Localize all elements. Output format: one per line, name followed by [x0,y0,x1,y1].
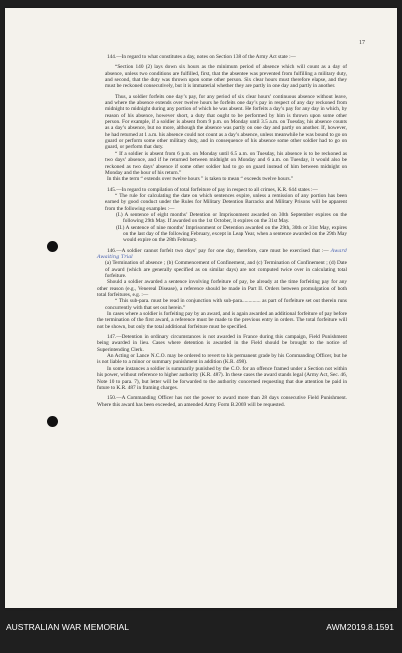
quote-paragraph: “ If a soldier is absent from 6 p.m. on Monday until 6.5 a.m. on Tuesday, his absence is to be reckoned as two days’ absence, and if he returned between midnight on Monday and 6 a.m. on Tuesday, it would also be reckoned as two days’ absence if some other soldier had to go on guard instead of him between midnight on Monday and the hour of his return.” [105,150,347,176]
quote-paragraph: “ This sub-para. must be read in conjunction with sub-para.............. as part of forfeiture set out therein runs concurrently with that set out herein.” [105,298,347,311]
example-item: (II.) A sentence of nine months’ Imprisonment or Detention awarded on the 29th, 30th or 31st May, expires on the last day of the following February, except in Leap Year, when a sentence awarded on the 29th May would expire on the 28th February. [116,224,347,244]
paragraph: Should a soldier awarded a sentence involving forfeiture of pay, be already at the time forfeiting pay for any other reason (e.g., Venereal Disease), a reference should be made in Part II. Orders between promulgation of both total forfeitures, e.g. :— [97,279,347,299]
footer-institution: AUSTRALIAN WAR MEMORIAL [6,622,129,632]
quote-paragraph: “Section 140 (2) lays down six hours as the minimum period of absence which will count as a day of absence, unless two conditions are fulfilled, first, that the absentee was prevented from fulfilling a military duty, and second, that the duty was thrown upon some other person. Six clear hours must therefore elapse, and they must be reckoned consecutively, but it is immaterial whether they are partly in one day and partly in another. [105,64,347,90]
punch-hole [47,241,58,252]
paragraph: (a) Termination of absence ; (b) Commencement of Confinement, and (c) Termination of Confinement ; (d) Date of award (which are generally specified as on similar days) are not computed twice over in calculating total forfeiture. [105,260,347,279]
footer-bar [0,620,402,634]
paragraph-147: 147.—Detention in ordinary circumstances is not awarded in France during this campaign, Field Punishment being awarded in lieu. Cases where detention is awarded in the Field should be brought to the notice of Superintending Clerk. [97,334,347,353]
footer-accession-number: AWM2019.8.1591 [326,622,394,632]
paragraph: In cases where a soldier is forfeiting pay by an award, and is again awarded an additional forfeiture of pay before the termination of the first award, a reference must be made to the previous entry in orders. The total forfeiture will not be shown, but only the total additional forfeiture must be specified. [97,311,347,330]
paragraph: In some instances a soldier is summarily punished by the C.O. for an offence framed under a Section not within his power, without reference to higher authority (K.R. 487). In these cases the award stands legal (Army Act, Sec. 46, Note 10 to para. 7), but letter will be forwarded to the authority concerned requesting that due attention be paid in future to K.R. 487 in framing charges. [97,365,347,391]
handwritten-annotation: Award Awaiting Trial [97,247,347,260]
paragraph-144: 144.—In regard to what constitutes a day, notes on Section 138 of the Army Act state :— [107,54,296,60]
paragraph-146 [97,248,347,261]
paragraph-150: 150.—A Commanding Officer has not the power to award more than 28 days consecutive Field Punishment. Where this award has been exceeded, an amended Army Form B.2069 will be requested. [97,395,347,408]
quote-paragraph: “ The rule for calculating the date on which sentences expire, unless a remission of any portion has been earned by good conduct under the Rules for Military Detention Barracks and Military Prisons will be apparent from the following examples :— [105,192,347,212]
body-text [97,54,347,408]
paragraph: An Acting or Lance N.C.O. may be ordered to revert to his permanent grade by his Commanding Officer, but he is not liable to a minor or summary punishment in addition (K.R. 498). [97,353,347,366]
page-number: 17 [359,40,365,46]
punch-hole [47,416,58,427]
paragraph-146-intro: 146.—A soldier cannot forfeit two days’ pay for one day, therefore, care must be exercised that :— [107,247,329,254]
quote-paragraph: Thus, a soldier forfeits one day’s pay, for any period of six clear hours’ continuous absence without leave, and where the absence extends over twelve hours he forfeits one day’s pay in respect of any day reckoned from midnight to midnight during any portion of which he was absent. He forfeits a day’s pay for any day in which, by reason of his absence, however short, a duty that ought to be performed by him is thrown upon some other person. For example, if a soldier is absent from 9 p.m. on Monday until 3.5 a.m. on Tuesday, his absence counts as a day’s absence, but no more, although the absence was partly on one day and partly on another. If, however, he had returned at 1 a.m. his absence could not count as a day’s absence, unless meanwhile he was bound to go on guard or perform some other military duty, and in consequence of his absence some other soldier had to go on guard, or perform that duty. [105,93,347,151]
paragraph: In this the term “ extends over twelve hours ” is taken to mean “ exceeds twelve hours.” [107,176,294,183]
example-item: (I.) A sentence of eight months’ Detention or Imprisonment awarded on 30th September expires on the following 29th May. If awarded on the 1st October, it expires on the 31st May. [116,211,347,225]
document-page [5,8,397,608]
paragraph-145: 145.—In regard to compilation of total forfeiture of pay in respect to all crimes, K.R. 644 states :— [107,186,318,193]
